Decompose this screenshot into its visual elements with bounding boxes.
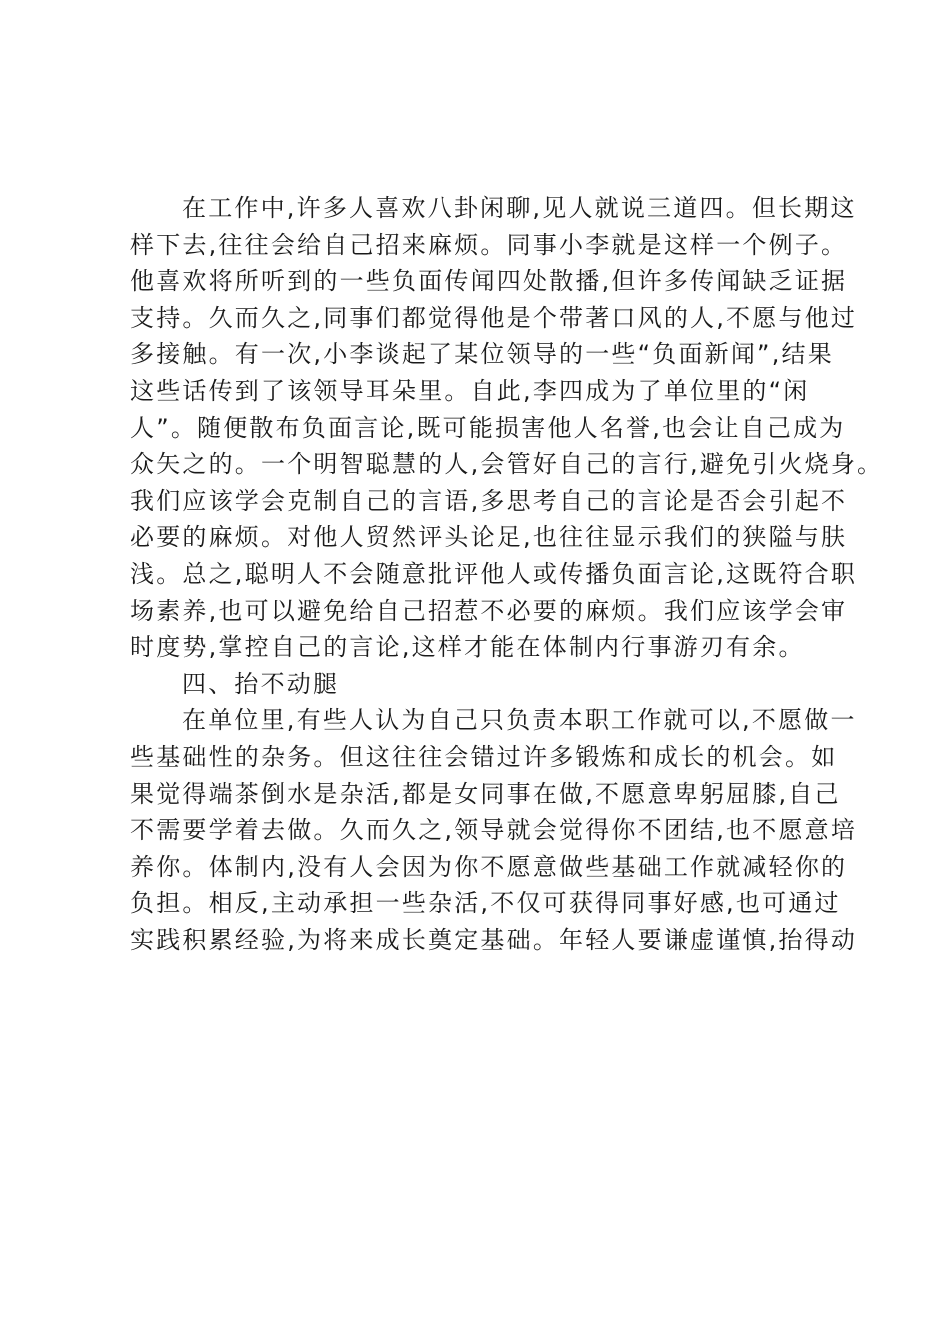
text-line: 养你。体制内,没有人会因为你不愿意做些基础工作就减轻你的 — [130, 852, 848, 881]
text-line: 在单位里,有些人认为自己只负责本职工作就可以,不愿做一 — [182, 706, 857, 735]
text-line: 人”。随便散布负面言论,既可能损害他人名誉,也会让自己成为 — [130, 413, 846, 442]
text-line: 在工作中,许多人喜欢八卦闲聊,见人就说三道四。但长期这 — [182, 194, 857, 222]
document-page — [130, 190, 884, 958]
text-line: 些基础性的杂务。但这往往会错过许多锻炼和成长的机会。如 — [130, 742, 838, 771]
text-line: 样下去,往往会给自己招来麻烦。同事小李就是这样一个例子。 — [130, 230, 848, 259]
text-line: 众矢之的。一个明智聪慧的人,会管好自己的言行,避免引火烧身。 — [130, 450, 884, 479]
text-line: 这些话传到了该领导耳朵里。自此,李四成为了单位里的“闲 — [130, 376, 810, 405]
text-line: 他喜欢将所听到的一些负面传闻四处散播,但许多传闻缺乏证据 — [130, 267, 848, 296]
text-line: 负担。相反,主动承担一些杂活,不仅可获得同事好感,也可通过 — [130, 889, 841, 918]
text-line: 多接触。有一次,小李谈起了某位领导的一些“负面新闻”,结果 — [130, 340, 834, 369]
paragraph-gossip — [130, 190, 884, 666]
text-line: 支持。久而久之,同事们都觉得他是个带著口风的人,不愿与他过 — [130, 303, 858, 332]
text-line: 场素养,也可以避免给自己招惹不必要的麻烦。我们应该学会审 — [130, 596, 848, 625]
text-line: 果觉得端茶倒水是杂活,都是女同事在做,不愿意卑躬屈膝,自己 — [130, 779, 841, 808]
text-line: 浅。总之,聪明人不会随意批评他人或传播负面言论,这既符合职 — [130, 559, 858, 588]
section-heading: 四、抬不动腿 — [182, 669, 340, 698]
text-line: 实践积累经验,为将来成长奠定基础。年轻人要谦虚谨慎,抬得动 — [130, 925, 858, 954]
text-line: 我们应该学会克制自己的言语,多思考自己的言论是否会引起不 — [130, 486, 848, 515]
text-line: 必要的麻烦。对他人贸然评头论足,也往往显示我们的狭隘与肤 — [130, 523, 848, 552]
text-line: 不需要学着去做。久而久之,领导就会觉得你不团结,也不愿意培 — [130, 816, 858, 845]
paragraph-chores — [130, 702, 858, 958]
text-line: 时度势,掌控自己的言论,这样才能在体制内行事游刃有余。 — [130, 633, 805, 662]
